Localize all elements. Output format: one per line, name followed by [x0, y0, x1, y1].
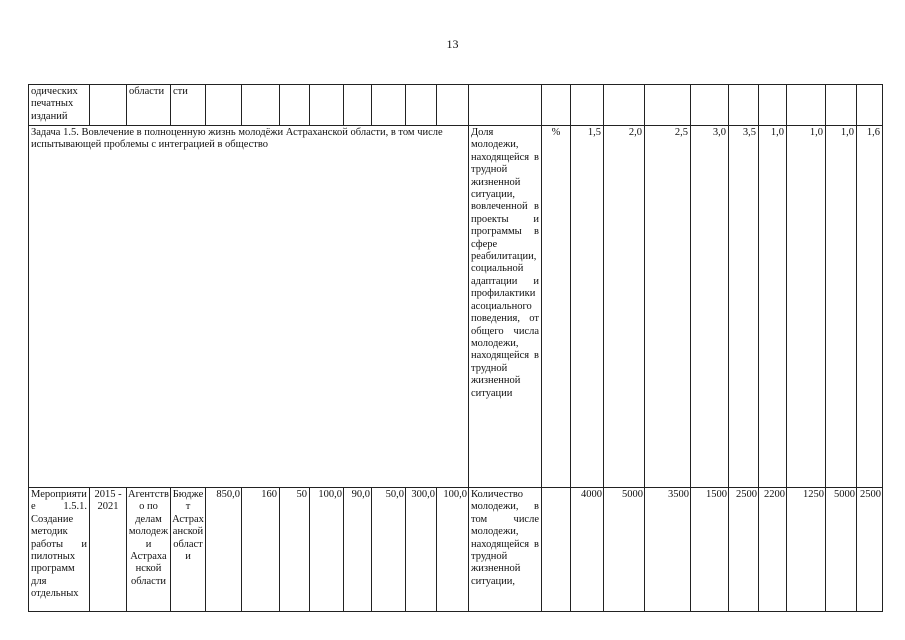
value-cell: 1,5: [571, 126, 604, 488]
unit-cell: %: [542, 126, 571, 488]
value-cell: 5000: [604, 488, 645, 612]
page-number: 13: [446, 37, 459, 51]
funding-cell: [280, 85, 310, 126]
value-cell: 1250: [787, 488, 826, 612]
funding-cell: [310, 85, 344, 126]
executor-cell: Агентство по делам молодежи Астраханской области: [127, 488, 171, 612]
value-cell: [571, 85, 604, 126]
table-row: [29, 85, 883, 126]
value-cell: 1,0: [759, 126, 787, 488]
source-cell: сти: [171, 85, 206, 126]
funding-cell: 50,0: [372, 488, 406, 612]
funding-cell: 90,0: [344, 488, 372, 612]
indicator-cell: Доля молодежи, находящейся в трудной жизненной ситуации, вовлеченной в проекты и программы в сфере реабилитации, социальной адаптации и профилактики асоциального поведения, от общего числа молодежи, находящейся в трудной жизненной ситуации: [469, 126, 542, 488]
funding-cell: 160: [242, 488, 280, 612]
period-cell: [90, 85, 127, 126]
value-cell: 4000: [571, 488, 604, 612]
value-cell: [759, 85, 787, 126]
funding-cell: 50: [280, 488, 310, 612]
period-cell: 2015 - 2021: [90, 488, 127, 612]
funding-cell: 300,0: [406, 488, 437, 612]
program-table: [28, 84, 883, 612]
unit-cell: [542, 488, 571, 612]
value-cell: 1500: [691, 488, 729, 612]
funding-cell: 100,0: [310, 488, 344, 612]
value-cell: 2,5: [645, 126, 691, 488]
task-title-cell: Задача 1.5. Вовлечение в полноценную жизнь молодёжи Астраханской области, в том числе испытывающей проблемы с интеграцией в общество: [29, 126, 469, 488]
value-cell: 1,0: [826, 126, 857, 488]
value-cell: [787, 85, 826, 126]
value-cell: 2500: [729, 488, 759, 612]
activity-name-cell: Мероприятие 1.5.1. Создание методик работы и пилотных программ для отдельных: [29, 488, 90, 612]
table-row: [29, 488, 883, 612]
funding-cell: [344, 85, 372, 126]
funding-cell: [372, 85, 406, 126]
value-cell: [729, 85, 759, 126]
funding-cell: 850,0: [206, 488, 242, 612]
value-cell: 3500: [645, 488, 691, 612]
value-cell: 2500: [857, 488, 883, 612]
value-cell: 5000: [826, 488, 857, 612]
funding-cell: [437, 85, 469, 126]
value-cell: 2200: [759, 488, 787, 612]
value-cell: 3,0: [691, 126, 729, 488]
value-cell: 1,6: [857, 126, 883, 488]
source-cell: Бюджет Астраханской области: [171, 488, 206, 612]
activity-name-cell: одических печатных изданий: [29, 85, 90, 126]
funding-cell: [406, 85, 437, 126]
value-cell: [826, 85, 857, 126]
indicator-cell: Количество молодежи, в том числе молодежи, находящейся в трудной жизненной ситуации,: [469, 488, 542, 612]
value-cell: [604, 85, 645, 126]
value-cell: [691, 85, 729, 126]
value-cell: [645, 85, 691, 126]
value-cell: 1,0: [787, 126, 826, 488]
value-cell: [857, 85, 883, 126]
value-cell: 2,0: [604, 126, 645, 488]
table-row: [29, 126, 883, 488]
funding-cell: 100,0: [437, 488, 469, 612]
unit-cell: [542, 85, 571, 126]
funding-cell: [206, 85, 242, 126]
funding-cell: [242, 85, 280, 126]
indicator-cell: [469, 85, 542, 126]
value-cell: 3,5: [729, 126, 759, 488]
executor-cell: области: [127, 85, 171, 126]
